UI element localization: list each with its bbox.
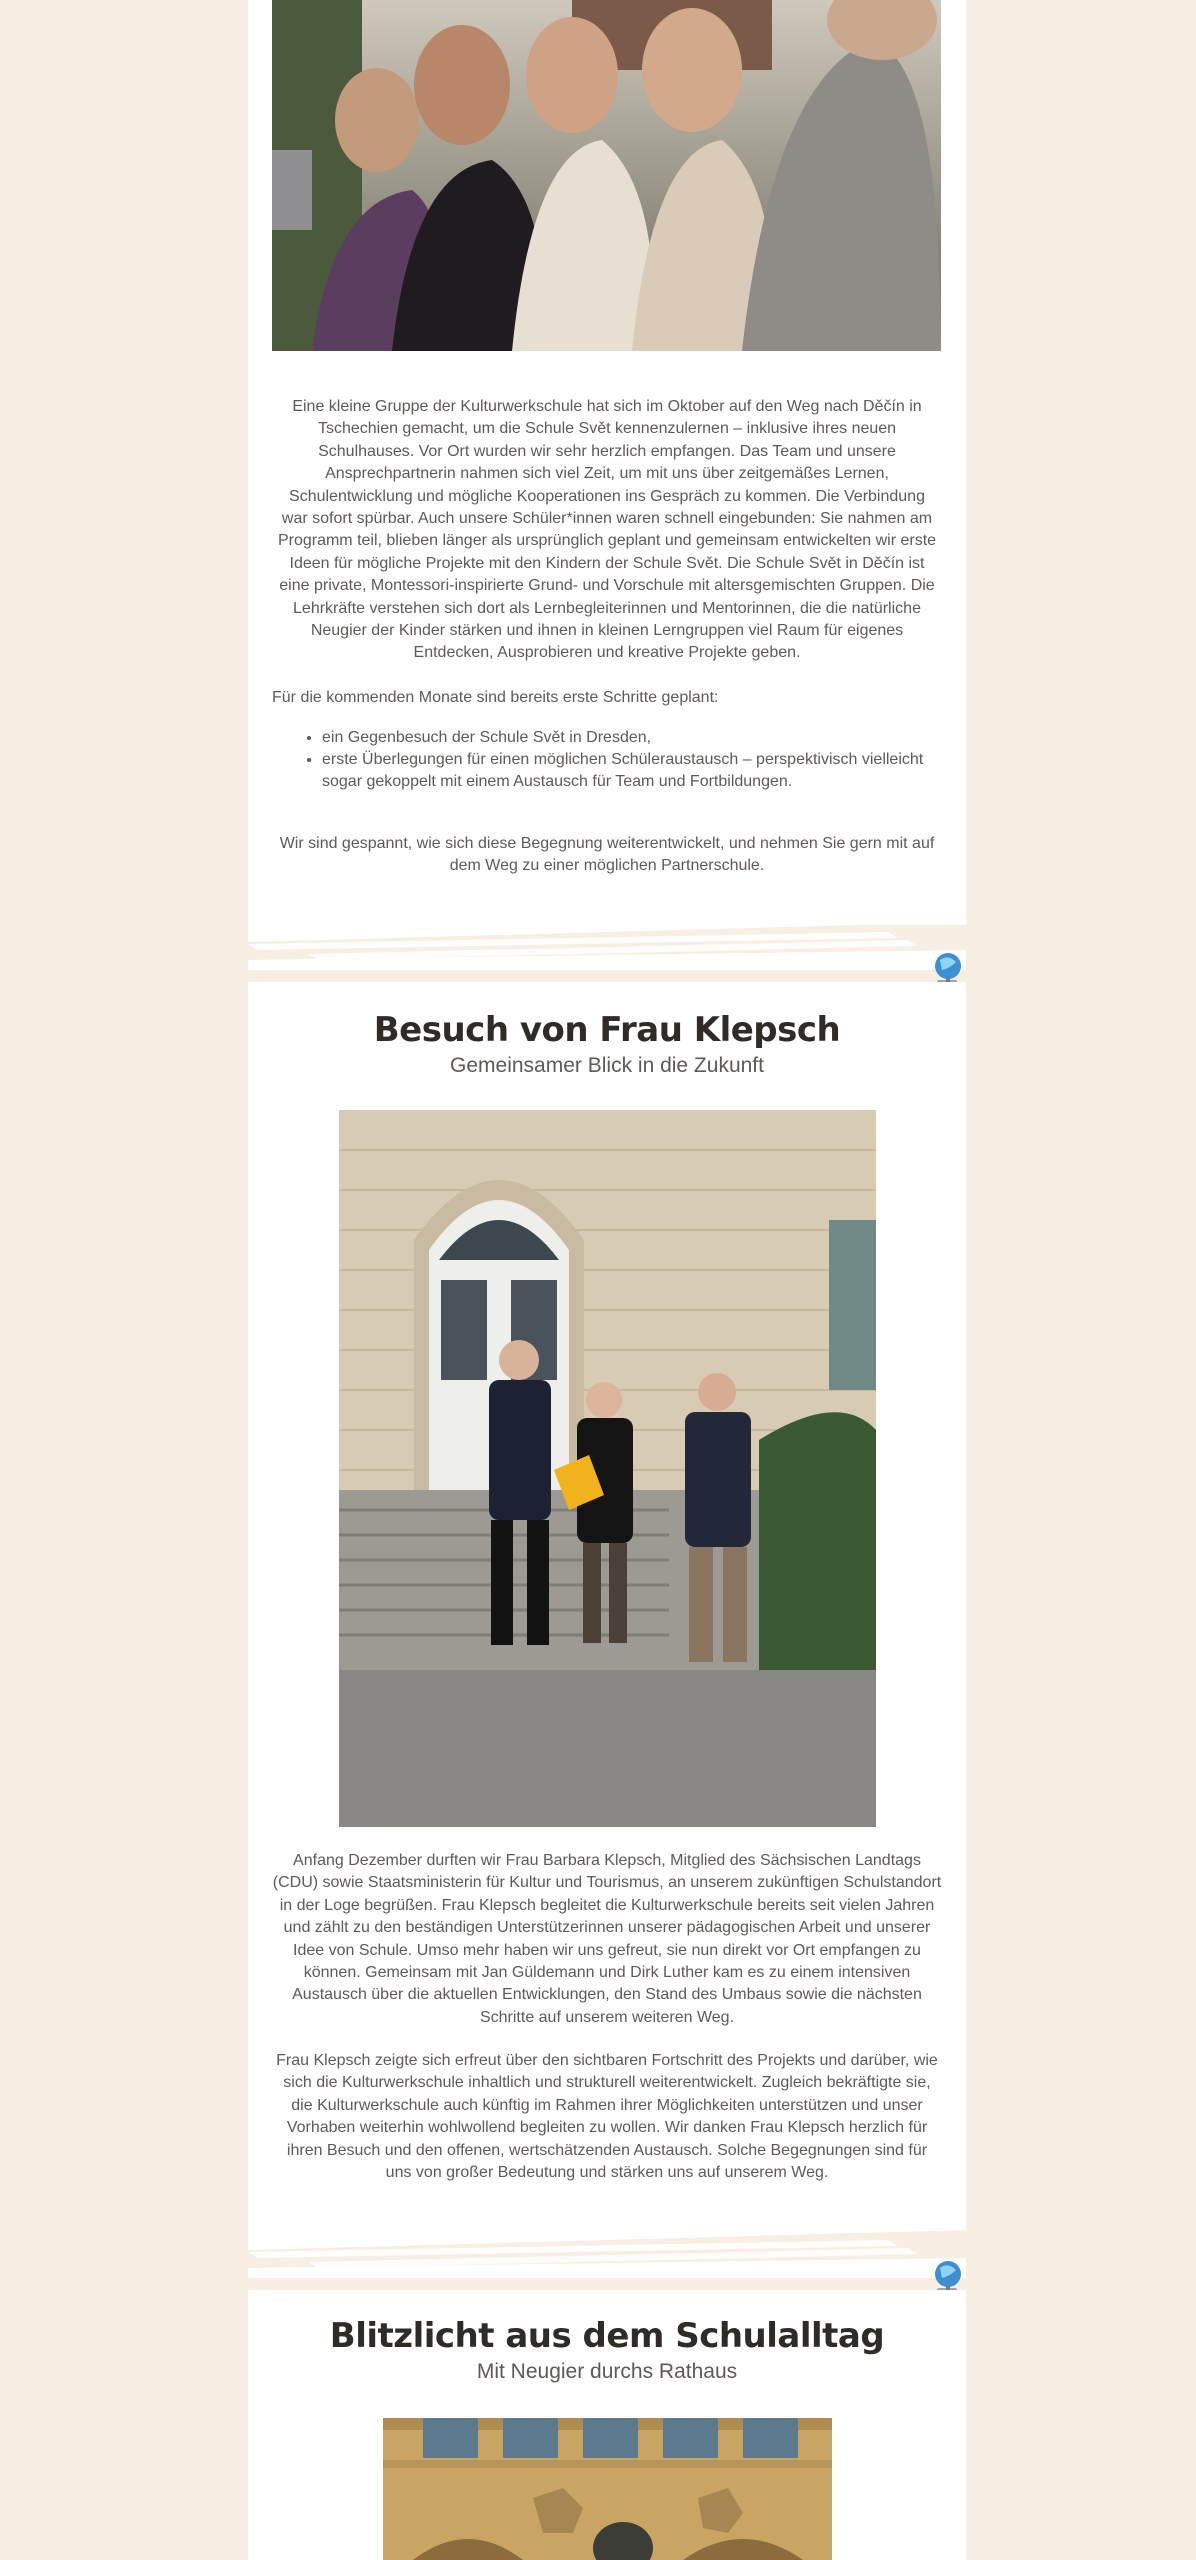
decin-paragraph: Eine kleine Gruppe der Kulturwerkschule hat sich im Oktober auf den Weg nach Děčín in Tschechien gemacht, um die Schule Svět kennenzulernen – inklusive ihres neuen Schulhauses. Vor Ort wurden wir sehr herzlich empfangen. Das Team und unsere Ansprechpartnerin nahmen sich viel Zeit, um mit uns über zeitgemäßes Lernen, Schulentwicklung und mögliche Kooperationen ins Gespräch zu kommen. Die Verbindung war sofort spürbar. Auch unsere Schüler*innen waren schnell eingebunden: Sie nahmen am Programm teil, blieben länger als ursprünglich geplant und gemeinsam entwickelten wir erste Ideen für mögliche Projekte mit den Kindern der Schule Svět. Die Schule Svět in Děčín ist eine private, Montessori-inspirierte Grund- und Vorschule mit altersgemischten Gruppen. Die Lehrkräfte verstehen sich dort als Lernbegleiterinnen und Mentorinnen, die die natürliche Neugier der Kinder stärken und ihnen in kleinen Lerngruppen viel Raum für eigenes Entdecken, Ausprobieren und kreative Projekte geben.: [277, 398, 937, 662]
visit-photo: [339, 1110, 876, 1827]
article-card-blitzlicht: [248, 2290, 966, 2560]
article-card-decin: [248, 0, 966, 925]
group-selfie-photo: [272, 0, 941, 351]
article-subtitle: Gemeinsamer Blick in die Zukunft: [450, 1054, 764, 1077]
list-item: • ein Gegenbesuch der Schule Svět in Dresden,: [322, 727, 952, 749]
steps-intro: Für die kommenden Monate sind bereits erste Schritte geplant:: [272, 689, 719, 706]
list-item: • erste Überlegungen für einen möglichen Schüleraustausch – perspektivisch vielleicht sogar gekoppelt mit einem Austausch für Team und Fortbildungen.: [322, 749, 952, 793]
section-divider: [248, 2218, 966, 2278]
article-card-klepsch: [248, 982, 966, 2225]
section-divider: [248, 910, 966, 970]
townhall-photo: [383, 2418, 832, 2560]
article-title: Besuch von Frau Klepsch: [373, 1010, 841, 1050]
decin-closing: Wir sind gespannt, wie sich diese Begegnung weiterentwickelt, und nehmen Sie gern mit auf dem Weg zu einer möglichen Partnerschule.: [279, 835, 935, 875]
klepsch-paragraph-1: Anfang Dezember durften wir Frau Barbara Klepsch, Mitglied des Sächsischen Landtags (CDU) sowie Staatsministerin für Kultur und Tourismus, an unserem zukünftigen Schulstandort in der Loge begrüßen. Frau Klepsch begleitet die Kulturwerkschule bereits seit vielen Jahren und zählt zu den beständigen Unterstützerinnen unserer pädagogischen Arbeit und unserer Idee von Schule. Umso mehr haben wir uns gefreut, sie nun direkt vor Ort empfangen zu können. Gemeinsam mit Jan Güldemann und Dirk Luther kam es zu einem intensiven Austausch über die aktuellen Entwicklungen, den Stand des Umbaus sowie die nächsten Schritte auf unserem weiteren Weg.: [272, 1852, 942, 2026]
article-subtitle: Mit Neugier durchs Rathaus: [476, 2360, 738, 2383]
klepsch-paragraph-2: Frau Klepsch zeigte sich erfreut über den sichtbaren Fortschritt des Projekts und darüber, wie sich die Kulturwerkschule inhaltlich und strukturell weiterentwickelt. Zugleich bekräftigte sie, die Kulturwerkschule auch künftig im Rahmen ihrer Möglichkeiten unterstützen und unser Vorhaben weiterhin wohlwollend begleiten zu wollen. Wir danken Frau Klepsch herzlich für ihren Besuch und den offenen, wertschätzenden Austausch. Solche Begegnungen sind für uns von großer Bedeutung und stärken uns auf unserem Weg.: [276, 2052, 938, 2182]
planned-steps-list: [302, 727, 952, 793]
article-title: Blitzlicht aus dem Schulalltag: [329, 2316, 885, 2356]
